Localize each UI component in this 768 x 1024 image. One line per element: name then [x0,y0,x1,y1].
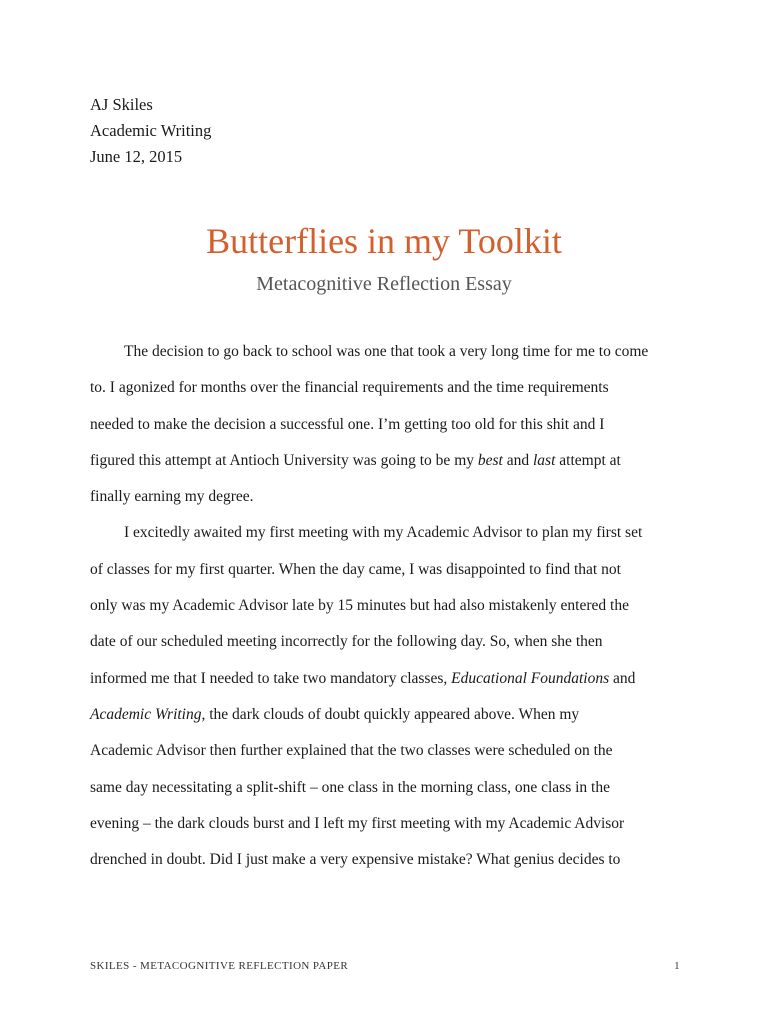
body-text-segment: attempt at [555,451,621,469]
body-line [90,479,690,515]
body-text-segment: needed to make the decision a successful one. I’m getting too old for this shit and I [90,415,605,433]
page-number: 1 [674,960,680,972]
body-line [90,697,690,733]
body-text-segment: and [502,451,533,469]
body-text-segment: drenched in doubt. Did I just make a very expensive mistake? What genius decides to [90,851,621,869]
italic-text: last [532,451,556,469]
running-head: SKILES - METACOGNITIVE REFLECTION PAPER [90,960,349,972]
body-line [90,770,690,806]
body-text-segment: Academic Advisor then further explained that the two classes were scheduled on the [90,742,613,760]
body-text-segment: of classes for my first quarter. When the day came, I was disappointed to find that not [90,560,621,578]
page-footer [90,960,680,972]
body-text-segment: figured this attempt at Antioch University was going to be my [90,451,478,469]
body-line [90,588,690,624]
essay-body [90,334,690,878]
author-name: AJ Skiles [90,95,153,114]
body-text-segment: The decision to go back to school was one that took a very long time for me to come [124,343,649,360]
italic-text: Educational Foundations [451,669,610,687]
body-text-segment: and [609,669,636,687]
body-line [90,661,690,697]
body-text-segment: finally earning my degree. [90,488,254,506]
body-line [90,806,690,842]
body-text-segment: I excitedly awaited my first meeting with my Academic Advisor to plan my first set [124,524,643,542]
body-line [90,733,690,769]
body-line [90,443,690,479]
italic-text: Academic Writing [90,705,202,723]
body-text-segment: only was my Academic Advisor late by 15 minutes but had also mistakenly entered the [90,597,629,615]
body-line [90,370,690,406]
body-text-segment: , the dark clouds of doubt quickly appeared above. When my [201,705,580,723]
body-text-segment: to. I agonized for months over the financial requirements and the time requirements [90,379,609,397]
italic-text: best [477,451,503,469]
body-text-segment: date of our scheduled meeting incorrectly for the following day. So, when she then [90,633,603,651]
essay-subtitle: Metacognitive Reflection Essay [256,273,512,295]
body-text-segment: same day necessitating a split-shift – one class in the morning class, one class in the [90,778,610,796]
essay-title: Butterflies in my Toolkit [206,221,562,261]
body-line [90,842,690,878]
essay-date: June 12, 2015 [90,147,183,166]
body-line [90,552,690,588]
body-line [90,624,690,660]
body-text-segment: informed me that I needed to take two mandatory classes, [90,669,452,687]
body-line [90,407,690,443]
course-name: Academic Writing [90,121,212,140]
body-line [90,334,690,370]
author-block [90,92,211,170]
body-text-segment: evening – the dark clouds burst and I left my first meeting with my Academic Advisor [90,814,625,832]
body-line [90,515,690,551]
